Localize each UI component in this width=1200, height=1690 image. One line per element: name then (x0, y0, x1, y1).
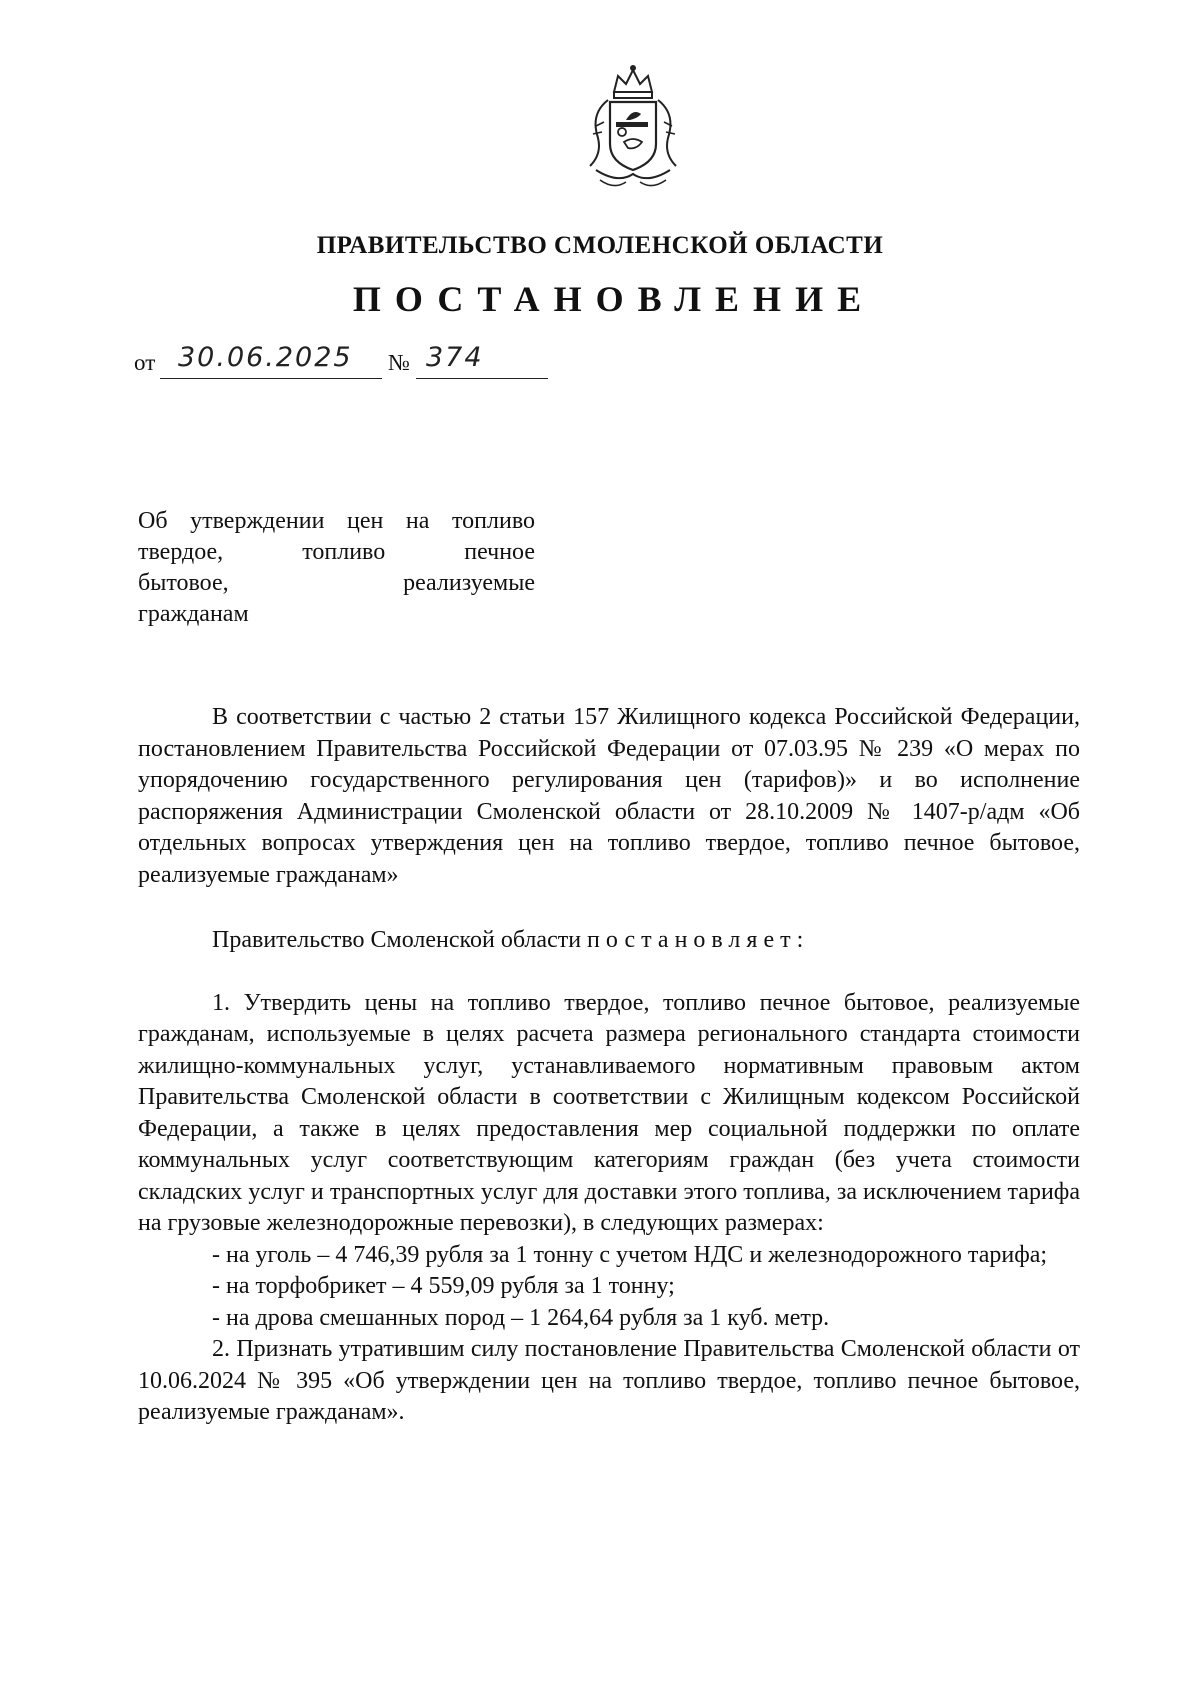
price-peat-briquette: - на торфобрикет – 4 559,09 рубля за 1 тонну; (212, 1273, 675, 1299)
date-number-line (134, 342, 554, 382)
document-body (138, 702, 1080, 1429)
subject-line: гражданам (138, 601, 249, 627)
resolution-paragraph (138, 925, 1080, 957)
subject-line: твердое, топливо печное (138, 539, 535, 565)
document-type-title: ПОСТАНОВЛЕНИЕ (352, 279, 876, 319)
date-handwritten-value: 30.06.2025 (178, 342, 353, 373)
document-subject (138, 506, 535, 630)
date-prefix-label: от (134, 350, 156, 375)
price-coal: - на уголь – 4 746,39 рубля за 1 тонну с учетом НДС и железнодорожного тарифа; (212, 1241, 1048, 1268)
resolution-verb: постановляет: (587, 927, 810, 953)
resolution-subject: Правительство Смоленской области (212, 927, 582, 953)
subject-line: Об утверждении цен на топливо (138, 508, 535, 534)
coat-of-arms-icon (578, 62, 688, 194)
subject-line: бытовое, реализуемые (138, 570, 535, 596)
number-prefix-label: № (388, 350, 410, 375)
item-2-paragraph: 2. Признать утратившим силу постановление Правительства Смоленской области от 10.06.2024 № 395 «Об утверждении цен на топливо твердое, топливо печное бытовое, реализуемые гражданам». (138, 1336, 1080, 1425)
item-1-paragraph: 1. Утвердить цены на топливо твердое, топливо печное бытовое, реализуемые гражданам, используемые в целях расчета размера регионального стандарта стоимости жилищно-коммунальных услуг, устанавливаемого нормативным правовым актом Правительства Смоленской области в соответствии с Жилищным кодексом Российской Федерации, а также в целях предоставления мер социальной поддержки по оплате коммунальных услуг соответствующим категориям граждан (без учета стоимости складских услуг и транспортных услуг для доставки этого топлива, за исключением тарифа на грузовые железнодорожные перевозки), в следующих размерах: (138, 989, 1080, 1236)
price-firewood: - на дрова смешанных пород – 1 264,64 рубля за 1 куб. метр. (212, 1304, 830, 1331)
preamble-paragraph: В соответствии с частью 2 статьи 157 Жилищного кодекса Российской Федерации, постановлением Правительства Российской Федерации от 07.03.95 № 239 «О мерах по упорядочению государственного регулирования цен (тарифов)» и во исполнение распоряжения Администрации Смоленской области от 28.10.2009 № 1407-р/адм «Об отдельных вопросах утверждения цен на топливо твердое, топливо печное бытовое, реализуемые гражданам» (138, 704, 1080, 888)
date-underline (160, 378, 382, 379)
government-title: ПРАВИТЕЛЬСТВО СМОЛЕНСКОЙ ОБЛАСТИ (316, 232, 884, 259)
number-underline (416, 378, 548, 379)
number-handwritten-value: 374 (426, 342, 484, 373)
